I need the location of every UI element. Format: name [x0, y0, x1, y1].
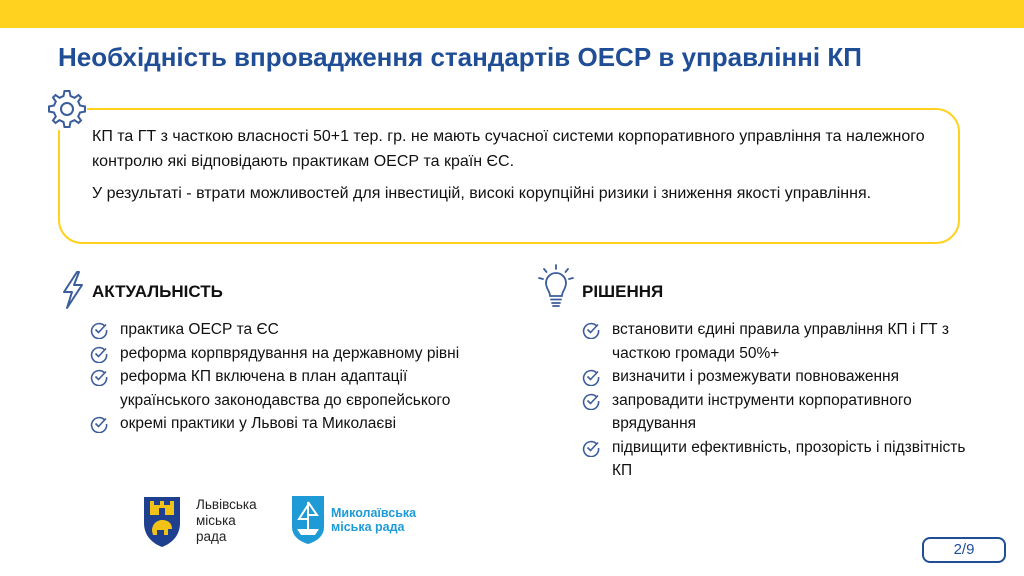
- check-circle-icon: [90, 415, 108, 433]
- list-item-text: запровадити інструменти корпоративного врядування: [612, 391, 912, 432]
- list-item-text: реформа КП включена в план адаптації українського законодавства до європейського: [120, 368, 451, 409]
- list-item: [90, 412, 490, 436]
- slide-title: Необхідність впровадження стандартів ОЕСР в управлінні КП: [58, 42, 862, 72]
- mykolaiv-logo: [289, 493, 327, 545]
- section-title-solution: РІШЕННЯ: [582, 282, 664, 301]
- list-item: [582, 436, 982, 483]
- section-title-actuality: АКТУАЛЬНІСТЬ: [92, 282, 223, 301]
- intro-paragraph-2: У результаті - втрати можливостей для інвестицій, високі корупційні ризики і зниження якості управління.: [92, 185, 872, 202]
- list-item-text: встановити єдині правила управління КП і ГТ з часткою громади 50%+: [612, 321, 949, 362]
- list-item-text: окремі практики у Львові та Миколаєві: [120, 415, 397, 432]
- list-item-text: реформа корпврядування на державному рівні: [120, 344, 460, 362]
- list-item: [90, 365, 490, 412]
- list-item-text: підвищити ефективність, прозорість і підзвітність КП: [612, 438, 966, 479]
- list-item: [582, 365, 982, 389]
- lightbulb-icon: [537, 264, 575, 308]
- list-item: [582, 318, 982, 365]
- check-circle-icon: [582, 439, 600, 457]
- lviv-logo-line: рада: [196, 529, 227, 544]
- list-item: [90, 318, 490, 342]
- check-circle-icon: [90, 321, 108, 339]
- gear-icon: [45, 88, 87, 130]
- check-circle-icon: [582, 392, 600, 410]
- top-yellow-band: [0, 0, 1024, 28]
- lviv-logo-line: міська: [196, 513, 236, 528]
- actuality-list: [90, 318, 490, 436]
- check-circle-icon: [90, 345, 108, 363]
- lviv-logo-line: Львівська: [196, 497, 257, 512]
- page-number-badge: 2/9: [922, 537, 1006, 563]
- solution-list: [582, 318, 982, 483]
- lightning-icon: [60, 270, 86, 310]
- mykolaiv-logo-line: міська рада: [331, 520, 405, 534]
- mykolaiv-logo-text: [331, 506, 416, 534]
- check-circle-icon: [582, 368, 600, 386]
- lviv-coat-of-arms-logo: [140, 493, 184, 549]
- check-circle-icon: [90, 368, 108, 386]
- intro-paragraph-1: КП та ГТ з часткою власності 50+1 тер. гр. не мають сучасної системи корпоративного управління та належного контролю які відповідають практикам ОЕСР та країн ЄС.: [92, 128, 925, 170]
- check-circle-icon: [582, 321, 600, 339]
- mykolaiv-logo-line: Миколаївська: [331, 506, 417, 520]
- list-item-text: визначити і розмежувати повноваження: [612, 368, 899, 385]
- list-item: [90, 342, 490, 366]
- list-item: [582, 389, 982, 436]
- lviv-logo-text: [196, 497, 257, 545]
- list-item-text: практика ОЕСР та ЄС: [120, 321, 279, 338]
